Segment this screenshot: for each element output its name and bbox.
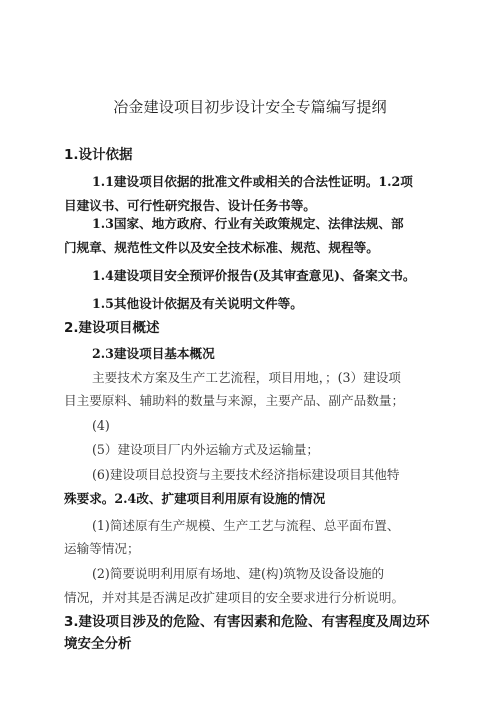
paragraph-line: 目主要原料、辅助料的数量与来源，主要产品、副产品数量； <box>64 393 405 408</box>
paragraph-line: (2)简要说明利用原有场地、建(构)筑物及设备设施的 <box>92 566 385 581</box>
section-heading-1: 1.设计依据 <box>64 147 133 163</box>
paragraph-line: 1.3国家、地方政府、行业有关政策规定、法律法规、部 <box>92 216 404 231</box>
paragraph-line: 1.1建设项目依据的批准文件或相关的合法性证明。1.2项 <box>92 174 413 189</box>
paragraph-line: 门规章、规范性文件以及安全技术标准、规范、规程等。 <box>64 240 379 255</box>
paragraph-line: (5）建设项目厂内外运输方式及运输量； <box>92 442 320 457</box>
paragraph-line: 目建议书、可行性研究报告、设计任务书等。 <box>64 198 316 213</box>
paragraph-line: 殊要求。2.4改、扩建项目利用原有设施的情况 <box>64 491 326 506</box>
paragraph-line: 情况，并对其是否满足改扩建项目的安全要求进行分析说明。 <box>64 590 405 605</box>
paragraph-line: 运输等情况； <box>64 541 140 556</box>
paragraph-line: (1)简述原有生产规模、生产工艺与流程、总平面布置、 <box>92 518 400 533</box>
paragraph-line: 主要技术方案及生产工艺流程，项目用地，；(3）建设项 <box>92 370 401 385</box>
section-heading-2: 2.建设项目概述 <box>64 320 160 336</box>
section-heading-3-cont: 境安全分析 <box>64 636 132 652</box>
page-title: 冶金建设项目初步设计安全专篇编写提纲 <box>113 98 387 116</box>
paragraph-line: 1.5其他设计依据及有关说明文件等。 <box>92 296 303 311</box>
paragraph-line: (6)建设项目总投资与主要技术经济指标建设项目其他特 <box>92 467 400 482</box>
section-heading-3: 3.建设项目涉及的危险、有害因素和危险、有害程度及周边环 <box>64 614 430 630</box>
subsection-heading: 2.3建设项目基本概况 <box>92 346 215 361</box>
paragraph-line: (4) <box>92 418 110 433</box>
paragraph-line: 1.4建设项目安全预评价报告(及其审查意见)、备案文书。 <box>92 268 416 283</box>
